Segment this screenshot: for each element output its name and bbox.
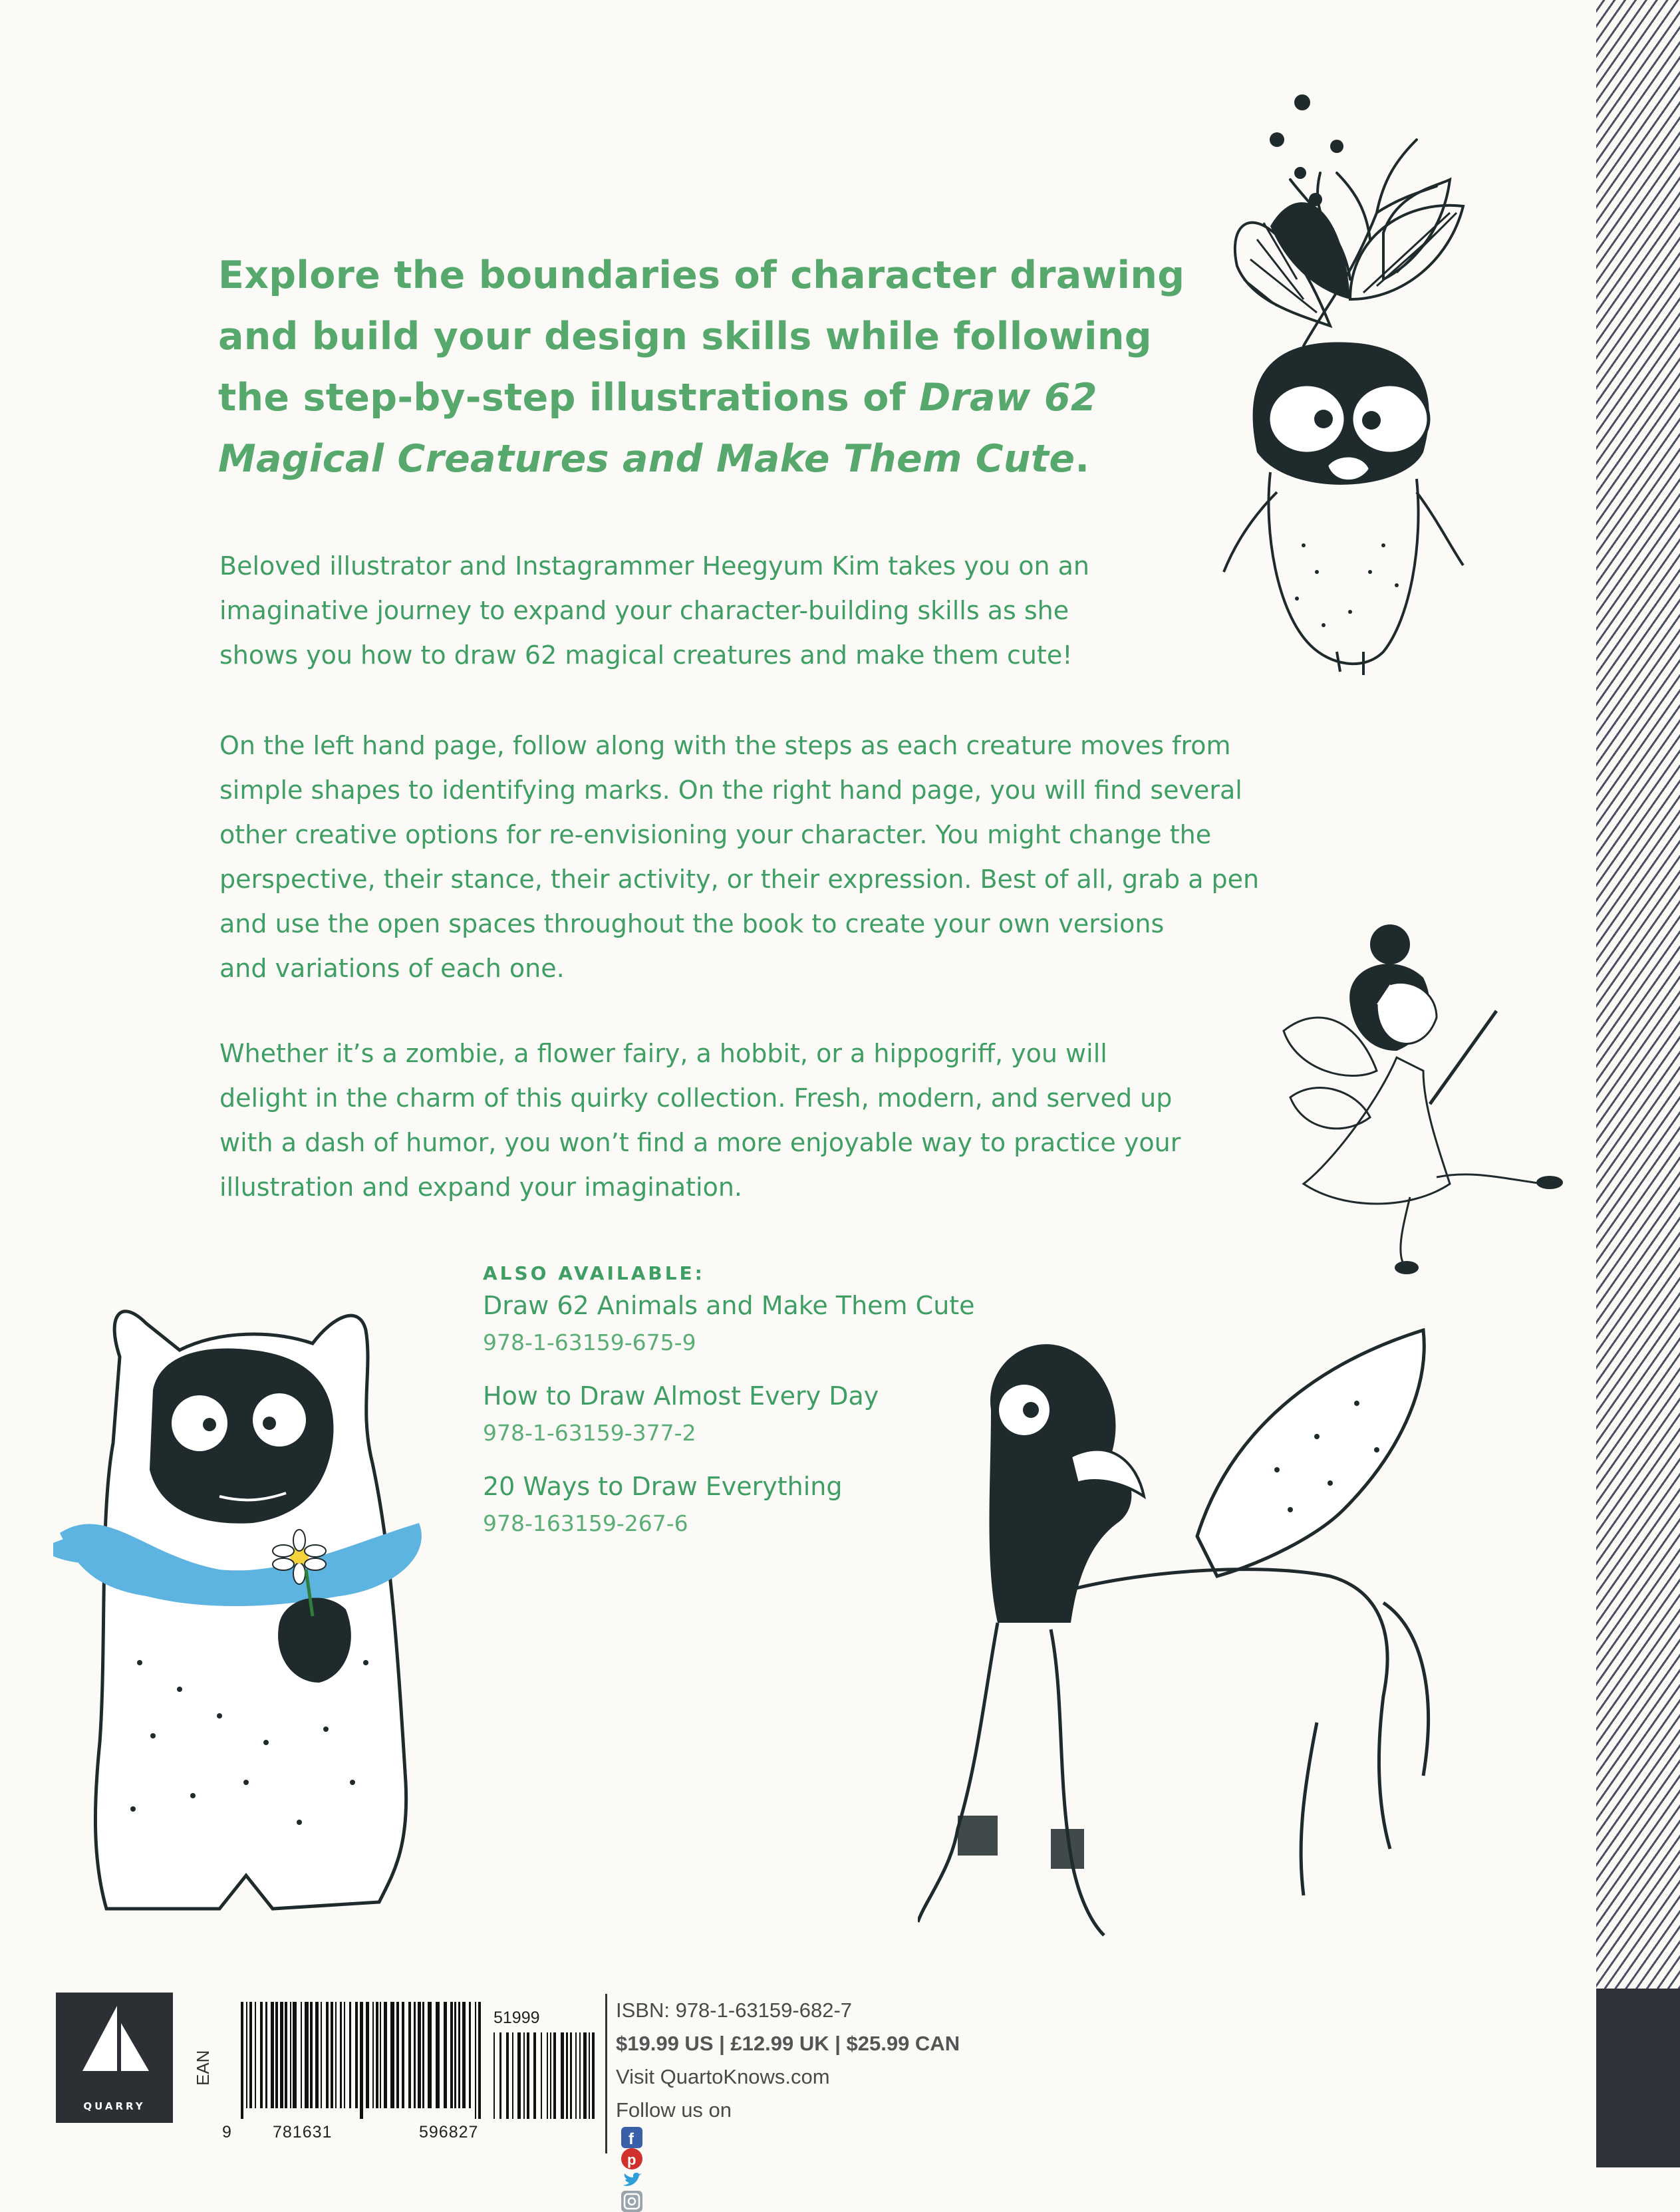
barcode-addon-bar xyxy=(575,2032,577,2119)
headline-line-3 xyxy=(218,367,1216,428)
barcode-bar xyxy=(366,2002,369,2108)
also-book-title: 20 Ways to Draw Everything xyxy=(483,1472,843,1501)
barcode-bar xyxy=(360,2002,363,2119)
barcode-bar xyxy=(475,2002,476,2119)
svg-text:p: p xyxy=(627,2151,636,2168)
barcode-bar xyxy=(428,2002,432,2108)
barcode-bar xyxy=(340,2002,342,2108)
paragraph-line: Whether it’s a zombie, a flower fairy, a hobbit, or a hippogriff, you will xyxy=(219,1039,1107,1068)
barcode-addon-bar xyxy=(547,2032,548,2119)
barcode-bar xyxy=(454,2002,456,2108)
barcode-bar xyxy=(436,2002,440,2108)
barcode-addon-bar xyxy=(566,2032,568,2119)
also-available-heading: ALSO AVAILABLE: xyxy=(483,1262,705,1284)
barcode-bar xyxy=(305,2002,309,2108)
barcode-bar xyxy=(255,2002,256,2108)
facebook-icon[interactable] xyxy=(621,2127,642,2148)
barcode-bar xyxy=(241,2002,243,2119)
barcode-bar xyxy=(396,2002,399,2108)
pinterest-icon[interactable] xyxy=(621,2148,642,2169)
barcode-digits-group-1: 781631 xyxy=(273,2123,333,2142)
book-info xyxy=(616,1994,960,2212)
barcode-bar xyxy=(285,2002,287,2108)
website-link[interactable]: Visit QuartoKnows.com xyxy=(616,2065,830,2088)
barcode-bar xyxy=(414,2002,416,2108)
headline-period: . xyxy=(1075,437,1090,481)
hippogriff-illustration xyxy=(918,1323,1490,1949)
also-book-isbn: 978-1-63159-675-9 xyxy=(483,1329,696,1355)
paragraph-line: other creative options for re-envisioning your character. You might change the xyxy=(219,820,1212,849)
headline-title-part-1: Draw 62 xyxy=(918,376,1097,420)
layout-paragraph xyxy=(219,724,1337,991)
barcode-bar xyxy=(326,2002,329,2108)
also-book-title: How to Draw Almost Every Day xyxy=(483,1381,879,1411)
paragraph-line: with a dash of humor, you won’t find a more enjoyable way to practice your xyxy=(219,1128,1181,1157)
ean-label-text: EAN xyxy=(193,2050,213,2086)
barcode-bar xyxy=(384,2002,387,2108)
paragraph-line: and variations of each one. xyxy=(219,954,565,983)
also-available xyxy=(483,1260,975,1558)
also-book-isbn: 978-1-63159-377-2 xyxy=(483,1420,696,1446)
svg-text:f: f xyxy=(629,2130,634,2148)
paragraph-line: shows you how to draw 62 magical creatures and make them cute! xyxy=(219,640,1073,670)
barcode-addon-bar xyxy=(583,2032,587,2119)
barcode-bar xyxy=(469,2002,471,2108)
sailboat-icon xyxy=(56,1993,173,2092)
barcode-bar xyxy=(349,2002,351,2108)
barcode-bar xyxy=(290,2002,291,2108)
paragraph-line: and use the open spaces throughout the book to create your own versions xyxy=(219,909,1165,938)
barcode-bar xyxy=(331,2002,333,2108)
paragraph-line: delight in the charm of this quirky collection. Fresh, modern, and served up xyxy=(219,1083,1173,1113)
paragraph-line: Beloved illustrator and Instagrammer Heegyum Kim takes you on an xyxy=(219,551,1089,581)
barcode-bar xyxy=(444,2002,447,2108)
barcode-bar xyxy=(246,2002,247,2108)
also-book xyxy=(483,1468,975,1542)
closing-paragraph xyxy=(219,1032,1337,1210)
barcode-bar xyxy=(344,2002,345,2108)
barcode xyxy=(241,2002,600,2119)
yeti-illustration xyxy=(47,1277,459,1929)
barcode-bar xyxy=(271,2002,274,2108)
barcode-addon-bar xyxy=(533,2032,536,2119)
isbn: ISBN: 978-1-63159-682-7 xyxy=(616,1999,853,2022)
barcode-addon-bar xyxy=(550,2032,551,2119)
price: $19.99 US | £12.99 UK | $25.99 CAN xyxy=(616,2032,960,2055)
spine-stripes xyxy=(1596,0,1680,1989)
barcode-bar xyxy=(335,2002,337,2108)
headline-line-2: and build your design skills while following xyxy=(218,315,1152,358)
barcode-bar xyxy=(372,2002,374,2108)
also-book-title: Draw 62 Animals and Make Them Cute xyxy=(483,1291,975,1320)
paragraph-line: simple shapes to identifying marks. On the right hand page, you will find several xyxy=(219,775,1242,805)
barcode-addon-bar xyxy=(493,2032,495,2119)
headline-line-4 xyxy=(218,428,1216,489)
headline-line-3-text: the step-by-step illustrations of xyxy=(218,376,919,420)
barcode-price-code: 51999 xyxy=(493,2008,540,2027)
publisher-logo xyxy=(56,1993,173,2123)
barcode-addon-bar xyxy=(512,2032,513,2119)
twitter-icon[interactable] xyxy=(621,2169,642,2191)
barcode-bar xyxy=(376,2002,378,2108)
barcode-bar xyxy=(450,2002,453,2108)
barcode-bar xyxy=(462,2002,466,2108)
headline xyxy=(218,245,1216,489)
barcode-bar xyxy=(301,2002,302,2108)
also-book xyxy=(483,1377,975,1452)
barcode-bar xyxy=(315,2002,319,2108)
ean-label xyxy=(190,2022,217,2102)
barcode-addon-bar xyxy=(527,2032,529,2119)
barcode-bar xyxy=(408,2002,411,2108)
intro-paragraph xyxy=(219,544,1337,678)
barcode-bar xyxy=(265,2002,267,2108)
info-divider xyxy=(605,1994,607,2153)
barcode-addon-bar xyxy=(570,2032,572,2119)
barcode-bar xyxy=(422,2002,424,2108)
barcode-bar xyxy=(321,2002,322,2108)
barcode-addon-bar xyxy=(506,2032,509,2119)
barcode-addon-bar xyxy=(499,2032,501,2119)
barcode-bar xyxy=(310,2002,313,2108)
also-book xyxy=(483,1287,975,1361)
barcode-bar xyxy=(260,2002,263,2108)
barcode-bar xyxy=(280,2002,283,2108)
barcode-addon-bar xyxy=(589,2032,590,2119)
barcode-bar xyxy=(418,2002,421,2108)
instagram-icon[interactable] xyxy=(621,2191,642,2212)
headline-line-1: Explore the boundaries of character drawing xyxy=(218,253,1185,297)
barcode-bar xyxy=(380,2002,381,2108)
paragraph-line: illustration and expand your imagination. xyxy=(219,1173,742,1202)
barcode-digit-lead: 9 xyxy=(222,2123,232,2142)
follow-label: Follow us on xyxy=(616,2098,732,2122)
spine-dark-block xyxy=(1596,1989,1680,2167)
barcode-digits-group-2: 596827 xyxy=(419,2123,479,2142)
paragraph-line: perspective, their stance, their activity, or their expression. Best of all, grab a pen xyxy=(219,865,1260,894)
headline-title-part-2: Magical Creatures and Make Them Cute xyxy=(218,437,1075,481)
barcode-addon-bar xyxy=(517,2032,521,2119)
barcode-addon-bar xyxy=(561,2032,564,2119)
barcode-bar xyxy=(275,2002,278,2108)
barcode-bar xyxy=(390,2002,394,2108)
paragraph-line: imaginative journey to expand your character-building skills as she xyxy=(219,596,1069,625)
also-book-isbn: 978-163159-267-6 xyxy=(483,1510,688,1536)
barcode-addon-bar xyxy=(541,2032,542,2119)
mandrake-illustration xyxy=(1197,80,1476,678)
barcode-addon-bar xyxy=(523,2032,525,2119)
barcode-bar xyxy=(355,2002,358,2108)
barcode-bar xyxy=(478,2002,481,2119)
paragraph-line: On the left hand page, follow along with the steps as each creature moves from xyxy=(219,731,1231,760)
barcode-addon-bar xyxy=(592,2032,595,2119)
barcode-bar xyxy=(402,2002,404,2108)
publisher-name: QUARRY xyxy=(83,2100,146,2112)
barcode-addon-bar xyxy=(553,2032,556,2119)
barcode-bar xyxy=(458,2002,460,2108)
barcode-bar xyxy=(293,2002,297,2108)
barcode-bar xyxy=(249,2002,252,2108)
barcode-addon-bar xyxy=(579,2032,581,2119)
fairy-illustration xyxy=(1277,904,1570,1277)
follow-row xyxy=(616,2094,960,2212)
